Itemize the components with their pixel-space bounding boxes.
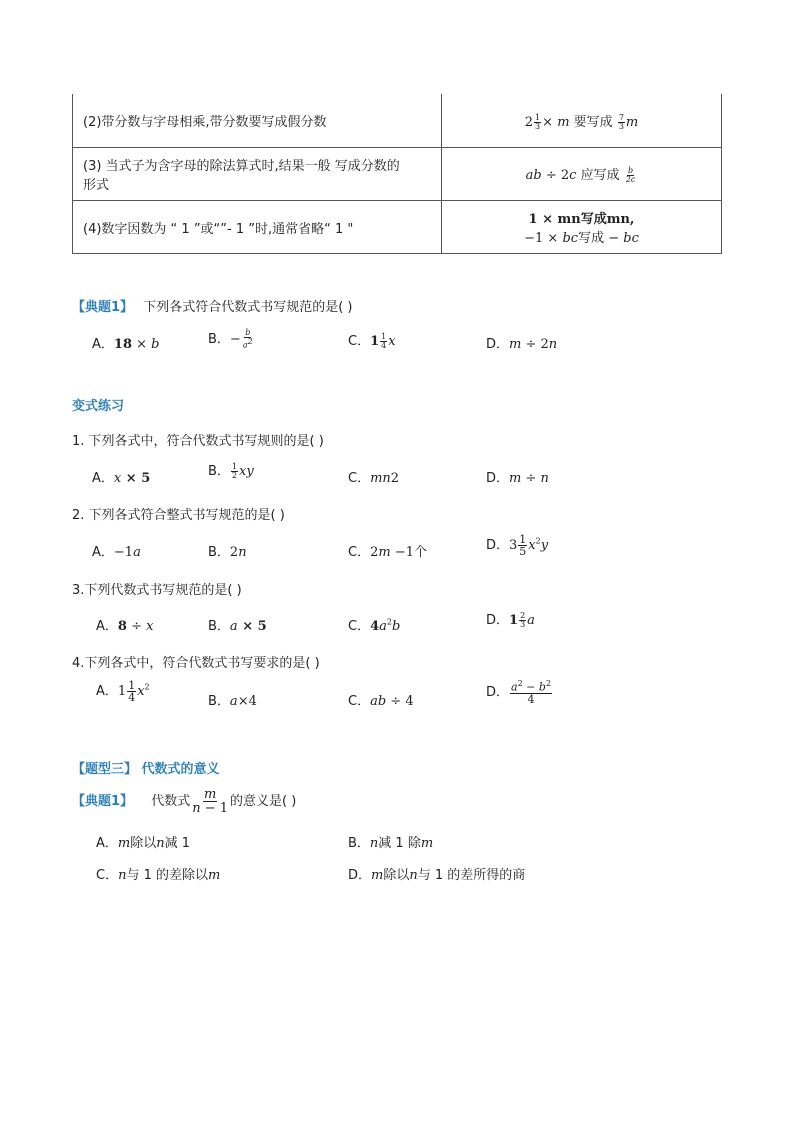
q3-option-d[interactable]: D．1 $\frac{2}{3}$ a	[486, 611, 535, 629]
option-label: B．	[208, 545, 230, 560]
example-tag: 【典题1】	[72, 300, 134, 315]
example-cell: ab ÷ 2c 应写成 $\frac{b}{2c}$	[442, 148, 722, 201]
type3-option-d[interactable]: D．m除以n与 1 的差所得的商	[348, 868, 526, 883]
q3-stem: 3.下列代数式书写规范的是( )	[72, 583, 242, 598]
option-d[interactable]: D．m ÷ 2n	[486, 337, 558, 352]
option-label: D．	[486, 471, 510, 486]
q4-option-b[interactable]: B．a×4	[208, 694, 257, 709]
q2-option-c[interactable]: C．2m −1个	[348, 545, 427, 560]
q3-option-a[interactable]: A．8 ÷ x	[96, 619, 154, 634]
type3-option-c[interactable]: C．n与 1 的差除以m	[96, 868, 221, 883]
option-label: C．	[348, 619, 371, 634]
option-label: D．	[486, 337, 510, 352]
example-line2-b: 写成 −	[578, 231, 624, 246]
example1-question	[72, 296, 352, 315]
example-cell: 2 $\frac{1}{3}$ × m 要写成 $\frac{7}{3}$ m	[442, 94, 722, 148]
rule-text: (4)数字因数为 “ 1 ”或“”- 1 ”时,通常省略“ 1 "	[83, 221, 354, 237]
option-text: 与 1 的差除以	[126, 868, 208, 883]
q1-stem: 1. 下列各式中，符合代数式书写规则的是( )	[72, 434, 324, 449]
type3-question: 【典题1】 代数式 $\frac{m}{n - 1}$ 的意义是( )	[72, 787, 297, 816]
option-label: C．	[348, 334, 371, 349]
variant-heading: 变式练习	[72, 399, 125, 414]
option-label: B．	[208, 619, 230, 634]
type3-heading: 【题型三】 代数式的意义	[72, 762, 220, 777]
option-label: C．	[348, 694, 371, 709]
option-text: 除以	[130, 836, 157, 851]
option-label: A．	[96, 684, 118, 699]
table-row	[73, 148, 722, 201]
rule-cell	[73, 201, 442, 254]
option-label: C．	[348, 545, 371, 560]
table-row	[73, 201, 722, 254]
option-label: B．	[208, 464, 230, 479]
q1-option-b[interactable]: B． $\frac{1}{2}$ xy	[208, 462, 254, 480]
option-label: A．	[96, 836, 118, 851]
option-text: 减 1	[164, 836, 191, 851]
q1-option-a[interactable]: A．x × 5	[92, 471, 151, 486]
option-text: 与 1 的差所得的商	[417, 868, 526, 883]
example-line1: 1 × mn写成mn,	[528, 212, 635, 227]
option-label: D．	[486, 684, 510, 700]
option-c[interactable]: C．1 $\frac{1}{4}$ x	[348, 332, 396, 350]
rule-cell	[73, 148, 442, 201]
option-text: 除以	[383, 868, 410, 883]
example-mid: 要写成	[573, 114, 613, 130]
type3-option-a[interactable]: A．m除以n减 1	[96, 836, 191, 851]
rule-text-line2: 形式	[83, 178, 110, 193]
rule-cell	[73, 94, 442, 148]
option-label: D．	[348, 868, 372, 883]
option-label: C．	[348, 471, 371, 486]
example-line2: −1 × bc写成 − bc	[524, 231, 639, 246]
q2-option-d[interactable]: D．3 $\frac{1}{5}$ $x^2y$	[486, 533, 549, 558]
q3-option-b[interactable]: B．a × 5	[208, 619, 267, 634]
option-label: A．	[96, 619, 118, 634]
option-label: B．	[348, 836, 370, 851]
option-label: A．	[92, 471, 114, 486]
question-before: 代数式	[151, 794, 191, 809]
q4-option-d[interactable]: D． $\frac{a^2 - b^2}{4}$	[486, 679, 552, 706]
table-row	[73, 94, 722, 148]
option-label: D．	[486, 538, 510, 553]
q2-option-a[interactable]: A．−1a	[92, 545, 141, 560]
type3-option-b[interactable]: B．n减 1 除m	[348, 836, 434, 851]
example-line2-a: −1 ×	[524, 231, 563, 246]
option-label: B．	[208, 694, 230, 709]
example-mid: 应写成	[580, 168, 620, 183]
q2-stem: 2. 下列各式符合整式书写规范的是( )	[72, 508, 285, 523]
q2-option-b[interactable]: B．2n	[208, 545, 247, 560]
option-label: A．	[92, 545, 114, 560]
rule-text: (2)带分数与字母相乘,带分数要写成假分数	[83, 115, 327, 130]
q4-option-c[interactable]: C．ab ÷ 4	[348, 694, 414, 709]
q4-option-a[interactable]: A．1 $\frac{1}{4}$ $x^2$	[96, 679, 150, 704]
rule-text-line1: (3) 当式子为含字母的除法算式时,结果一般 写成分数的	[83, 159, 400, 174]
option-label: A．	[92, 337, 114, 352]
example-tag: 【典题1】	[72, 794, 134, 809]
q4-stem: 4.下列各式中，符合代数式书写要求的是( )	[72, 656, 320, 671]
rules-table	[72, 94, 722, 254]
option-text: 减 1 除	[378, 836, 421, 851]
option-a[interactable]: A．18 × b	[92, 337, 160, 352]
example-cell	[442, 201, 722, 254]
q3-option-c[interactable]: C．$4a^2b$	[348, 617, 401, 634]
q1-option-d[interactable]: D．m ÷ n	[486, 471, 549, 486]
option-label: C．	[96, 868, 119, 883]
option-label: D．	[486, 613, 510, 628]
option-label: B．	[208, 332, 230, 347]
q1-option-c[interactable]: C．mn2	[348, 471, 400, 486]
question-after: 的意义是( )	[230, 794, 297, 809]
question-text: 下列各式符合代数式书写规范的是( )	[143, 300, 353, 315]
option-b[interactable]: B．− $\frac{b}{a^2}$	[208, 328, 253, 350]
